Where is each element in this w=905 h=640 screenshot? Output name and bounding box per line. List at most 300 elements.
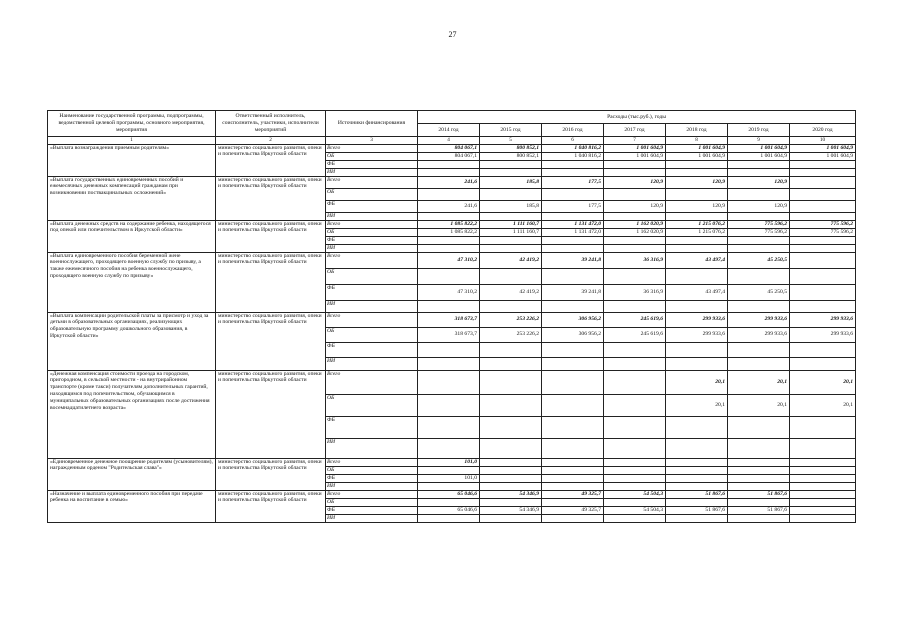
amount-cell: 299 933,6 (790, 327, 856, 342)
amount-cell (728, 514, 790, 522)
amount-cell (418, 438, 480, 458)
amount-cell (542, 416, 604, 438)
table-row (48, 312, 856, 327)
executor: министерство социального развития, опеки и попечительства Иркутской области (216, 458, 326, 490)
amount-cell (604, 438, 666, 458)
amount-cell (480, 438, 542, 458)
amount-cell (418, 482, 480, 490)
amount-cell: 241,6 (418, 200, 480, 212)
amount-cell (604, 466, 666, 474)
amount-cell (666, 212, 728, 220)
header-year: 2016 год (542, 124, 604, 137)
amount-cell (480, 458, 542, 466)
program-name: «Выплата компенсации родительской платы за присмотр и уход за детьми в образовательных организациях, реализующих образовательную программу дошкольного образования, в Иркутской области» (48, 312, 216, 370)
amount-cell (790, 244, 856, 252)
amount-cell (604, 514, 666, 522)
program-name: «Выплата государственных единовременных пособий и ежемесячных денежных компенсаций гражданам при возникновении поствакцинальных осложнений» (48, 176, 216, 220)
amount-cell (666, 416, 728, 438)
amount-cell (480, 236, 542, 244)
amount-cell (790, 284, 856, 300)
header-year: 2014 год (418, 124, 480, 137)
amount-cell: 39 241,8 (542, 252, 604, 268)
amount-cell: 299 933,6 (666, 327, 728, 342)
amount-cell (542, 236, 604, 244)
amount-cell (480, 466, 542, 474)
table-row (48, 220, 856, 228)
funding-source: Всего (326, 490, 418, 498)
amount-cell (790, 482, 856, 490)
header-year: 2020 год (790, 124, 856, 137)
amount-cell (418, 212, 480, 220)
amount-cell (480, 416, 542, 438)
amount-cell: 775 596,2 (790, 220, 856, 228)
header-expenses: Расходы (тыс.руб.), годы (418, 111, 856, 124)
funding-source: ИИ (326, 514, 418, 522)
amount-cell (666, 300, 728, 312)
amount-cell: 51 867,6 (728, 506, 790, 514)
amount-cell (666, 268, 728, 284)
funding-source: ОБ (326, 152, 418, 160)
funding-source: ФБ (326, 284, 418, 300)
amount-cell: 120,9 (728, 176, 790, 188)
amount-cell (604, 416, 666, 438)
amount-cell: 299 933,6 (728, 312, 790, 327)
amount-cell: 120,9 (666, 176, 728, 188)
amount-cell (604, 474, 666, 482)
amount-cell (418, 268, 480, 284)
header-year: 2019 год (728, 124, 790, 137)
amount-cell: 775 596,2 (728, 228, 790, 236)
amount-cell (604, 394, 666, 416)
amount-cell: 1 162 020,9 (604, 228, 666, 236)
amount-cell: 65 046,6 (418, 490, 480, 498)
amount-cell: 47 310,2 (418, 252, 480, 268)
executor: министерство социального развития, опеки и попечительства Иркутской области (216, 490, 326, 522)
amount-cell (666, 236, 728, 244)
amount-cell: 20,1 (728, 370, 790, 394)
program-name: «Выплата единовременного пособия беременной жене военнослужащего, проходящего военную службу по призыву, а также ежемесячного пособия на ребенка военнослужащего, проходящего военную службу по призыву» (48, 252, 216, 312)
executor: министерство социального развития, опеки и попечительства Иркутской области (216, 312, 326, 370)
amount-cell: 20,1 (666, 370, 728, 394)
amount-cell: 101,0 (418, 458, 480, 466)
amount-cell (480, 474, 542, 482)
amount-cell (480, 300, 542, 312)
amount-cell: 1 131 472,0 (542, 228, 604, 236)
amount-cell (728, 268, 790, 284)
expenses-table (47, 110, 856, 523)
amount-cell: 49 325,7 (542, 490, 604, 498)
amount-cell (728, 188, 790, 200)
amount-cell (666, 357, 728, 370)
amount-cell (790, 212, 856, 220)
amount-cell (418, 498, 480, 506)
funding-source: Всего (326, 370, 418, 394)
amount-cell (480, 514, 542, 522)
amount-cell (418, 466, 480, 474)
amount-cell: 1 001 604,9 (790, 152, 856, 160)
funding-source: ИИ (326, 357, 418, 370)
funding-source: ОБ (326, 188, 418, 200)
amount-cell (728, 342, 790, 357)
amount-cell: 54 346,9 (480, 490, 542, 498)
funding-source: ОБ (326, 394, 418, 416)
column-number: 2 (216, 137, 326, 145)
amount-cell (728, 458, 790, 466)
amount-cell (728, 244, 790, 252)
amount-cell (790, 458, 856, 466)
amount-cell (728, 474, 790, 482)
amount-cell (542, 498, 604, 506)
executor: министерство социального развития, опеки и попечительства Иркутской области (216, 252, 326, 312)
amount-cell (666, 482, 728, 490)
amount-cell (604, 188, 666, 200)
amount-cell: 54 346,9 (480, 506, 542, 514)
program-name: «Единовременное денежное поощрение родителям (усыновителям), награжденным орденом "Родительская слава"» (48, 458, 216, 490)
amount-cell: 36 316,9 (604, 284, 666, 300)
amount-cell (790, 514, 856, 522)
column-number: 6 (542, 137, 604, 145)
header-year: 2015 год (480, 124, 542, 137)
header-year: 2018 год (666, 124, 728, 137)
amount-cell: 306 956,2 (542, 327, 604, 342)
funding-source: Всего (326, 252, 418, 268)
amount-cell (418, 357, 480, 370)
amount-cell (418, 342, 480, 357)
funding-source: ОБ (326, 268, 418, 284)
amount-cell (604, 244, 666, 252)
amount-cell: 804 067,1 (418, 144, 480, 152)
amount-cell (542, 160, 604, 168)
amount-cell (604, 212, 666, 220)
funding-source: ИИ (326, 244, 418, 252)
amount-cell: 177,5 (542, 176, 604, 188)
amount-cell: 101,0 (418, 474, 480, 482)
amount-cell (790, 200, 856, 212)
amount-cell: 1 215 076,2 (666, 220, 728, 228)
amount-cell: 20,1 (666, 394, 728, 416)
amount-cell: 120,9 (604, 200, 666, 212)
amount-cell (666, 244, 728, 252)
amount-cell: 318 673,7 (418, 312, 480, 327)
funding-source: ИИ (326, 212, 418, 220)
executor: министерство социального развития, опеки и попечительства Иркутской области (216, 370, 326, 458)
amount-cell: 54 504,3 (604, 506, 666, 514)
amount-cell: 804 067,1 (418, 152, 480, 160)
amount-cell: 1 085 822,2 (418, 220, 480, 228)
amount-cell (542, 482, 604, 490)
amount-cell (542, 300, 604, 312)
header-executor: Ответственный исполнитель, соисполнитель, участники, исполнители мероприятий (216, 111, 326, 137)
amount-cell: 177,5 (542, 200, 604, 212)
program-name: «Выплата вознаграждения приемным родителям» (48, 144, 216, 176)
funding-source: ФБ (326, 200, 418, 212)
amount-cell: 299 933,6 (666, 312, 728, 327)
amount-cell: 49 325,7 (542, 506, 604, 514)
amount-cell (480, 244, 542, 252)
page-number: 27 (448, 30, 457, 39)
amount-cell (790, 252, 856, 268)
amount-cell: 318 673,7 (418, 327, 480, 342)
amount-cell (728, 236, 790, 244)
header-year: 2017 год (604, 124, 666, 137)
funding-source: Всего (326, 176, 418, 188)
amount-cell (480, 498, 542, 506)
funding-source: Всего (326, 312, 418, 327)
amount-cell: 65 046,6 (418, 506, 480, 514)
amount-cell (790, 300, 856, 312)
amount-cell (542, 168, 604, 176)
amount-cell (604, 357, 666, 370)
amount-cell (542, 342, 604, 357)
amount-cell: 185,8 (480, 176, 542, 188)
amount-cell: 51 867,6 (666, 490, 728, 498)
amount-cell (728, 160, 790, 168)
funding-source: ИИ (326, 438, 418, 458)
amount-cell (480, 160, 542, 168)
amount-cell: 120,9 (666, 200, 728, 212)
amount-cell (542, 370, 604, 394)
amount-cell (418, 188, 480, 200)
amount-cell (790, 474, 856, 482)
amount-cell (728, 438, 790, 458)
amount-cell (480, 212, 542, 220)
amount-cell (666, 498, 728, 506)
amount-cell: 20,1 (790, 370, 856, 394)
amount-cell (418, 300, 480, 312)
amount-cell: 1 085 822,2 (418, 228, 480, 236)
funding-source: ИИ (326, 168, 418, 176)
amount-cell (728, 357, 790, 370)
amount-cell (604, 370, 666, 394)
amount-cell (790, 466, 856, 474)
amount-cell (418, 370, 480, 394)
amount-cell (604, 160, 666, 168)
amount-cell (418, 416, 480, 438)
amount-cell (542, 212, 604, 220)
amount-cell (604, 498, 666, 506)
amount-cell (790, 438, 856, 458)
amount-cell (542, 188, 604, 200)
funding-source: Всего (326, 458, 418, 466)
funding-source: ФБ (326, 160, 418, 168)
amount-cell: 54 504,3 (604, 490, 666, 498)
amount-cell: 39 241,8 (542, 284, 604, 300)
amount-cell: 120,9 (604, 176, 666, 188)
amount-cell: 185,8 (480, 200, 542, 212)
amount-cell (542, 466, 604, 474)
amount-cell (480, 482, 542, 490)
amount-cell (604, 268, 666, 284)
column-number: 5 (480, 137, 542, 145)
amount-cell (790, 490, 856, 498)
amount-cell: 36 316,9 (604, 252, 666, 268)
amount-cell (542, 438, 604, 458)
executor: министерство социального развития, опеки и попечительства Иркутской области (216, 220, 326, 252)
table-row (48, 370, 856, 394)
amount-cell: 42 419,2 (480, 252, 542, 268)
amount-cell (604, 300, 666, 312)
amount-cell (790, 498, 856, 506)
amount-cell (480, 357, 542, 370)
amount-cell: 800 852,1 (480, 152, 542, 160)
table-row (48, 144, 856, 152)
amount-cell: 1 001 604,9 (728, 144, 790, 152)
amount-cell: 51 867,6 (666, 506, 728, 514)
amount-cell (480, 394, 542, 416)
amount-cell (790, 416, 856, 438)
amount-cell (542, 268, 604, 284)
amount-cell (542, 458, 604, 466)
amount-cell (790, 160, 856, 168)
amount-cell: 43 497,4 (666, 284, 728, 300)
amount-cell (790, 506, 856, 514)
amount-cell (790, 342, 856, 357)
amount-cell: 1 001 604,9 (604, 144, 666, 152)
amount-cell: 45 250,5 (728, 284, 790, 300)
amount-cell (604, 236, 666, 244)
amount-cell (728, 212, 790, 220)
amount-cell (666, 160, 728, 168)
amount-cell (666, 458, 728, 466)
amount-cell (728, 416, 790, 438)
amount-cell (790, 188, 856, 200)
header-funding-source: Источники финансирования (326, 111, 418, 137)
amount-cell (666, 474, 728, 482)
amount-cell (542, 244, 604, 252)
amount-cell (480, 168, 542, 176)
column-number: 1 (48, 137, 216, 145)
amount-cell: 1 001 604,9 (666, 144, 728, 152)
program-name: «Выплата денежных средств на содержание ребенка, находящегося под опекой или попечительством в Иркутской области» (48, 220, 216, 252)
amount-cell (418, 244, 480, 252)
column-number: 10 (790, 137, 856, 145)
amount-cell (666, 342, 728, 357)
amount-cell: 775 596,2 (728, 220, 790, 228)
amount-cell: 800 852,1 (480, 144, 542, 152)
funding-source: ФБ (326, 474, 418, 482)
amount-cell (604, 168, 666, 176)
amount-cell: 253 226,2 (480, 327, 542, 342)
amount-cell (480, 370, 542, 394)
amount-cell: 306 956,2 (542, 312, 604, 327)
amount-cell: 299 933,6 (790, 312, 856, 327)
amount-cell (666, 514, 728, 522)
amount-cell: 241,6 (418, 176, 480, 188)
amount-cell (666, 188, 728, 200)
amount-cell (728, 300, 790, 312)
column-number: 3 (326, 137, 418, 145)
amount-cell: 1 215 076,2 (666, 228, 728, 236)
amount-cell: 253 226,2 (480, 312, 542, 327)
amount-cell: 43 497,4 (666, 252, 728, 268)
executor: министерство социального развития, опеки и попечительства Иркутской области (216, 144, 326, 176)
amount-cell: 20,1 (790, 394, 856, 416)
funding-source: ИИ (326, 482, 418, 490)
amount-cell: 51 867,6 (728, 490, 790, 498)
amount-cell (728, 482, 790, 490)
table-row (48, 490, 856, 498)
amount-cell (666, 168, 728, 176)
amount-cell: 245 619,6 (604, 327, 666, 342)
amount-cell (666, 466, 728, 474)
amount-cell (542, 514, 604, 522)
amount-cell: 47 310,2 (418, 284, 480, 300)
amount-cell: 1 001 604,9 (790, 144, 856, 152)
column-number: 9 (728, 137, 790, 145)
table-row (48, 458, 856, 466)
amount-cell (542, 357, 604, 370)
funding-source: ОБ (326, 466, 418, 474)
amount-cell (728, 466, 790, 474)
table-row (48, 252, 856, 268)
amount-cell (728, 168, 790, 176)
amount-cell: 1 001 604,9 (666, 152, 728, 160)
amount-cell: 1 162 020,9 (604, 220, 666, 228)
amount-cell (604, 482, 666, 490)
amount-cell (790, 268, 856, 284)
amount-cell (666, 438, 728, 458)
column-number: 4 (418, 137, 480, 145)
amount-cell: 42 419,2 (480, 284, 542, 300)
amount-cell (790, 176, 856, 188)
executor: министерство социального развития, опеки и попечительства Иркутской области (216, 176, 326, 220)
amount-cell: 120,9 (728, 200, 790, 212)
funding-source: ФБ (326, 506, 418, 514)
header-program-name: Наименование государственной программы, подпрограммы, ведомственной целевой программы, основного мероприятия, мероприятия (48, 111, 216, 137)
amount-cell (790, 357, 856, 370)
funding-source: ИИ (326, 300, 418, 312)
amount-cell: 1 111 160,7 (480, 220, 542, 228)
amount-cell (728, 498, 790, 506)
amount-cell: 1 111 160,7 (480, 228, 542, 236)
funding-source: ОБ (326, 498, 418, 506)
amount-cell: 1 040 816,2 (542, 144, 604, 152)
program-name: «Денежная компенсация стоимости проезда на городском, пригородном, в сельской местности - на внутрирайонном транспорте (кроме такси) получателям дополнительных гарантий, находящимся под попечительством, обучающимся в муниципальных образовательных организациях после достижения восемнадцатилетнего возраста» (48, 370, 216, 458)
amount-cell: 245 619,6 (604, 312, 666, 327)
funding-source: ФБ (326, 416, 418, 438)
program-name: «Назначение и выплата единовременного пособия при передаче ребенка на воспитание в семью» (48, 490, 216, 522)
amount-cell (790, 236, 856, 244)
amount-cell: 1 001 604,9 (604, 152, 666, 160)
amount-cell: 45 250,5 (728, 252, 790, 268)
amount-cell: 20,1 (728, 394, 790, 416)
amount-cell (542, 474, 604, 482)
amount-cell: 775 596,2 (790, 228, 856, 236)
amount-cell (418, 168, 480, 176)
amount-cell (418, 236, 480, 244)
table-row (48, 176, 856, 188)
amount-cell (418, 514, 480, 522)
funding-source: ОБ (326, 228, 418, 236)
amount-cell (480, 188, 542, 200)
amount-cell (418, 394, 480, 416)
funding-source: Всего (326, 220, 418, 228)
amount-cell (480, 342, 542, 357)
amount-cell: 1 040 816,2 (542, 152, 604, 160)
amount-cell: 299 933,6 (728, 327, 790, 342)
amount-cell (790, 168, 856, 176)
amount-cell (604, 342, 666, 357)
amount-cell (418, 160, 480, 168)
funding-source: ФБ (326, 236, 418, 244)
amount-cell (480, 268, 542, 284)
column-number: 7 (604, 137, 666, 145)
funding-source: ОБ (326, 327, 418, 342)
column-number: 8 (666, 137, 728, 145)
funding-source: ФБ (326, 342, 418, 357)
amount-cell (604, 458, 666, 466)
amount-cell: 1 001 604,9 (728, 152, 790, 160)
